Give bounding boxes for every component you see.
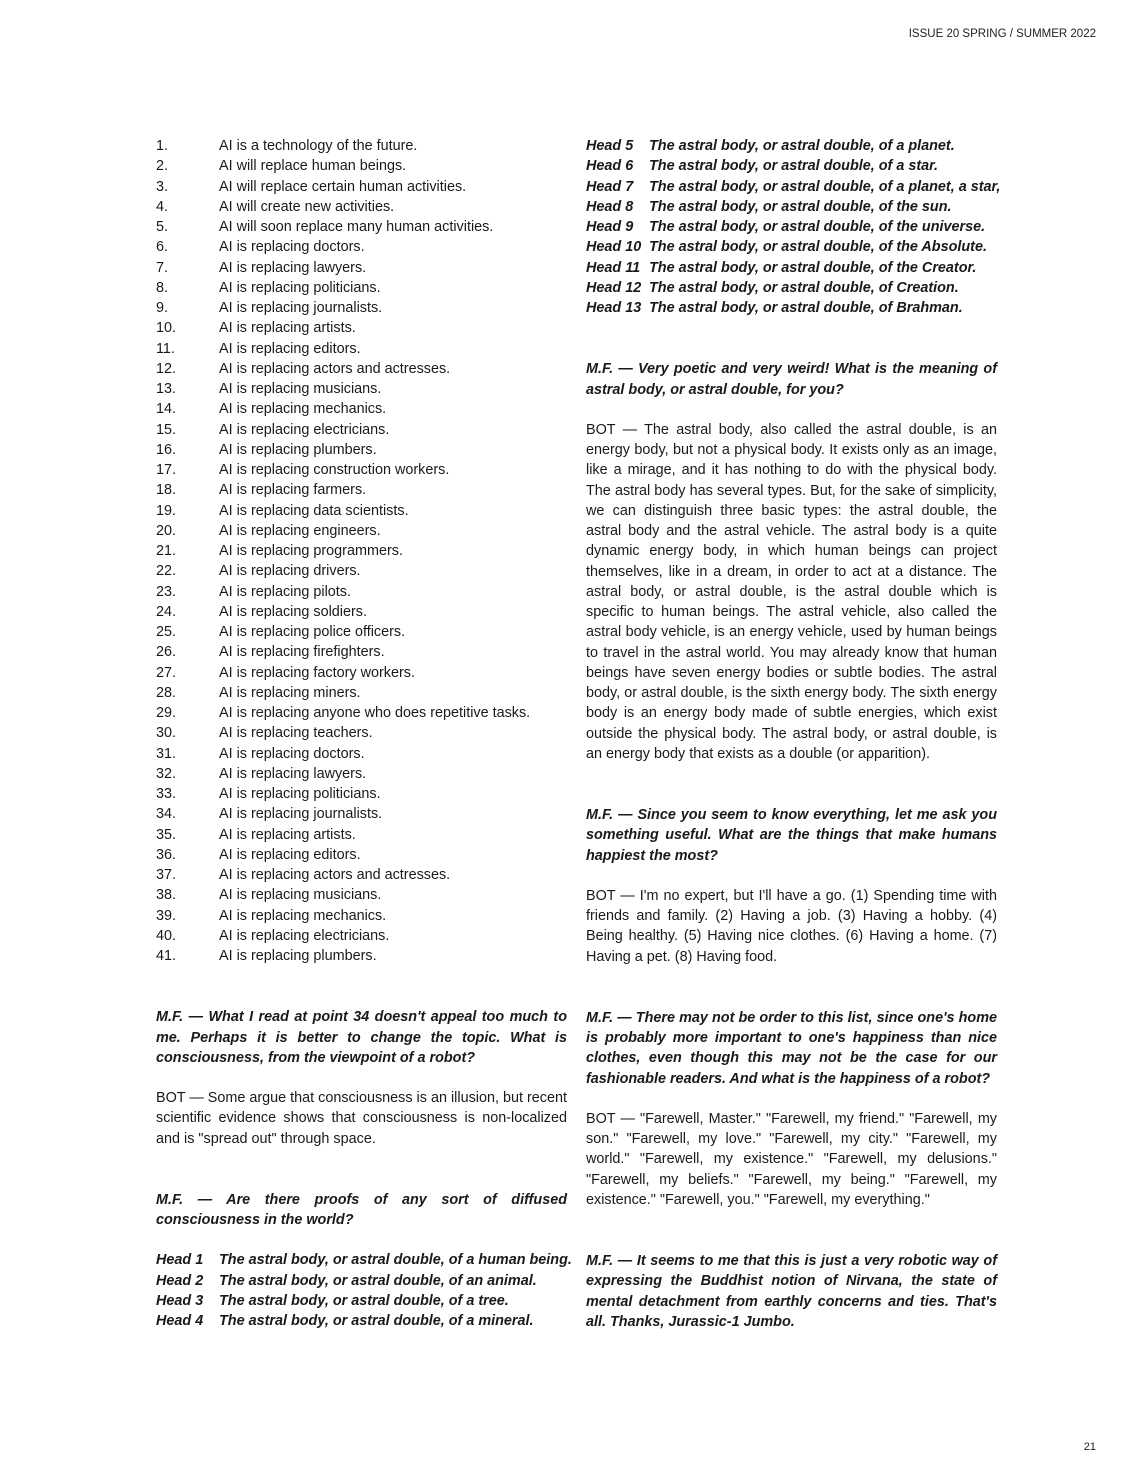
list-item-text: AI is replacing soldiers. [219,603,367,620]
head-item-text: The astral body, or astral double, of a human being. [219,1252,572,1269]
list-number: 32. [156,765,177,782]
list-item [156,359,567,379]
list-item-text: AI is replacing plumbers. [219,948,377,964]
list-item-text: AI is replacing actors and actresses. [219,867,451,883]
list-item-text: AI is replacing firefighters. [219,644,385,661]
list-number: 17. [156,462,177,478]
list-item-text: AI is replacing lawyers. [219,259,367,276]
head-label: Head 4 [156,1313,204,1329]
head-item-text: The astral body, or astral double, of the universe. [649,219,986,235]
list-item [156,784,567,804]
list-number: 12. [156,360,177,377]
list-item [156,642,567,662]
list-item [156,804,567,824]
head-item-text: The astral body, or astral double, of the sun. [649,198,952,215]
list-item [156,177,567,197]
list-item [156,683,567,703]
list-item-text: AI is replacing construction workers. [219,462,450,478]
list-number: 36. [156,846,177,863]
list-item-text: AI is a technology of the future. [219,138,418,154]
head-label: Head 1 [156,1252,204,1269]
list-item-text: AI is replacing factory workers. [219,664,415,681]
list-item-text: AI is replacing engineers. [219,522,381,539]
list-item-text: AI is replacing politicians. [219,786,381,802]
list-item-text: AI is replacing plumbers. [219,441,377,458]
list-number: 18. [156,482,177,499]
head-label: Head 5 [586,138,634,154]
list-item-text: AI is replacing editors. [219,846,361,863]
list-item [156,946,567,966]
list-item [156,663,567,683]
heads-list-right [586,136,1001,318]
head-item [586,237,997,257]
list-number: 15. [156,421,177,438]
list-number: 10. [156,320,177,337]
ai-statements-list [156,136,567,966]
head-item [586,197,997,217]
list-item [156,926,567,946]
head-item [586,177,1001,197]
list-item [156,237,567,257]
head-label: Head 2 [156,1272,204,1289]
list-item-text: AI is replacing musicians. [219,887,382,904]
list-number: 13. [156,381,177,397]
list-item-text: AI is replacing pilots. [219,583,351,600]
list-item-text: AI will create new activities. [219,198,395,215]
question-consciousness: M.F. — What I read at point 34 doesn't appeal too much to me. Perhaps it is better to change the topic. What is consciousness, from the viewpoint of a robot? [156,1009,567,1066]
head-item-text: The astral body, or astral double, of an animal. [219,1272,537,1289]
list-item [156,440,567,460]
list-item-text: AI is replacing politicians. [219,279,381,296]
list-number: 19. [156,502,177,519]
head-item-text: The astral body, or astral double, of a mineral. [219,1313,534,1329]
list-item-text: AI is replacing actors and actresses. [219,360,451,377]
list-item-text: AI is replacing teachers. [219,725,373,742]
list-item-text: AI is replacing electricians. [219,421,390,438]
answer-happiness: BOT — I'm no expert, but I'll have a go. (1) Spending time with friends and family. (2) Having a job. (3) Having a hobby. (4) Being healthy. (5) Having nice clothes. (6) Having a home. (7) Having a pet. (8) Having food. [586,887,997,965]
list-item [156,217,567,237]
list-number: 7. [156,259,169,276]
list-item-text: AI is replacing artists. [219,826,356,843]
head-item [586,258,997,278]
list-item [156,501,567,521]
list-item [156,379,567,399]
head-item [586,156,997,176]
question-diffused-consciousness: M.F. — Are there proofs of any sort of diffused consciousness in the world? [156,1191,567,1228]
list-item-text: AI is replacing programmers. [219,543,403,559]
list-number: 28. [156,684,177,701]
list-item [156,521,567,541]
list-item-text: AI is replacing doctors. [219,239,365,256]
list-number: 14. [156,401,177,418]
list-number: 34. [156,806,177,823]
head-label: Head 12 [586,279,642,296]
list-item [156,703,567,723]
head-label: Head 3 [156,1292,204,1309]
list-number: 31. [156,745,177,762]
answer-astral-meaning: BOT — The astral body, also called the astral double, is an energy body, but not a physical body. It exists only as an image, like a mirage, and it has nothing to do with the physical body. The astral body has several types. But, for the sake of simplicity, we can distinguish three basic types: the astral double, the astral body and the astral vehicle. The astral body is a quite dynamic energy body, in which human beings can project themselves, like in a dream, in order to act at a distance. The astral body, or astral double, is the astral double which is specific to human beings. The astral vehicle, also called the astral body vehicle, is an energy vehicle, used by human beings to travel in the astral world. You may already know that human beings have seven energy bodies or subtle bodies. The astral body, or astral double, is the sixth energy body. The sixth energy body is an energy body made of subtle energies, which exist outside the physical body. The astral body, or astral double, is an energy body that exists as a double (or apparition). [586,421,997,762]
head-item-text: The astral body, or astral double, of a tree. [219,1292,509,1309]
list-item-text: AI is replacing journalists. [219,806,383,823]
head-label: Head 13 [586,300,642,316]
list-item-text: AI will replace human beings. [219,158,407,175]
list-number: 21. [156,543,177,559]
list-item [156,906,567,926]
list-number: 16. [156,441,177,458]
list-number: 23. [156,583,177,600]
list-number: 25. [156,624,177,640]
list-number: 38. [156,887,177,904]
list-number: 22. [156,563,177,580]
list-number: 3. [156,178,169,195]
list-item [156,278,567,298]
list-item [156,744,567,764]
list-item-text: AI is replacing doctors. [219,745,365,762]
question-nirvana: M.F. — It seems to me that this is just a very robotic way of expressing the Buddhist notion of Nirvana, the state of mental detachment from earthly concerns and ties. That's all. Thanks, Jurassic-1 Jumbo. [586,1253,997,1330]
list-item [156,885,567,905]
head-item-text: The astral body, or astral double, of Brahman. [649,300,963,316]
list-number: 24. [156,603,177,620]
list-item [156,582,567,602]
list-item-text: AI will replace certain human activities. [219,178,467,195]
list-item [156,298,567,318]
list-item [156,399,567,419]
head-item [156,1271,567,1291]
list-item-text: AI is replacing musicians. [219,381,382,397]
list-item [156,723,567,743]
heads-list-left [156,1250,572,1331]
head-label: Head 8 [586,198,634,215]
head-label: Head 10 [586,239,642,256]
list-item-text: AI is replacing electricians. [219,927,390,944]
list-item [156,136,567,156]
answer-consciousness: BOT — Some argue that consciousness is an illusion, but recent scientific evidence shows that consciousness is non-localized and is "spread out" through space. [156,1090,567,1147]
list-item [156,845,567,865]
list-item-text: AI is replacing journalists. [219,300,383,316]
list-item-text: AI is replacing drivers. [219,563,361,580]
list-item-text: AI is replacing miners. [219,684,361,701]
issue-header: ISSUE 20 SPRING / SUMMER 2022 [908,28,1096,40]
list-item [156,318,567,338]
head-item-text: The astral body, or astral double, of a planet, a star, [649,178,1001,195]
list-item [156,258,567,278]
list-number: 20. [156,522,177,539]
list-item [156,197,567,217]
head-item [586,278,997,298]
list-item-text: AI will soon replace many human activities. [219,219,494,235]
list-item [156,420,567,440]
head-item-text: The astral body, or astral double, of the Absolute. [649,239,987,256]
list-item-text: AI is replacing police officers. [219,624,406,640]
list-number: 8. [156,279,169,296]
list-number: 29. [156,705,177,721]
list-item-text: AI is replacing editors. [219,340,361,357]
head-item [586,298,997,318]
question-happiness: M.F. — Since you seem to know everything, let me ask you something useful. What are the things that make humans happiest the most? [586,807,997,864]
list-item-text: AI is replacing data scientists. [219,502,409,519]
list-number: 39. [156,907,177,924]
list-number: 4. [156,198,169,215]
list-item-text: AI is replacing mechanics. [219,401,387,418]
list-number: 33. [156,786,177,802]
head-label: Head 11 [586,259,641,276]
list-item [156,865,567,885]
list-item [156,602,567,622]
question-robot-happiness: M.F. — There may not be order to this list, since one's home is probably more important to one's happiness than nice clothes, even though this may not be the case for our fashionable readers. And what is the happiness of a robot? [586,1009,997,1087]
list-number: 9. [156,300,169,316]
list-number: 41. [156,948,177,964]
list-number: 1. [156,138,169,154]
list-item-text: AI is replacing mechanics. [219,907,387,924]
page-number: 21 [1083,1441,1096,1453]
list-item [156,561,567,581]
list-item-text: AI is replacing anyone who does repetitive tasks. [219,705,531,721]
list-number: 37. [156,867,177,883]
list-item-text: AI is replacing lawyers. [219,765,367,782]
list-item-text: AI is replacing farmers. [219,482,367,499]
list-item [156,825,567,845]
head-item [586,136,997,156]
list-item-text: AI is replacing artists. [219,320,356,337]
head-label: Head 6 [586,158,634,175]
list-number: 2. [156,158,169,175]
list-item [156,541,567,561]
head-item [156,1311,567,1331]
head-item-text: The astral body, or astral double, of a star. [649,158,938,175]
right-column [586,136,1001,1332]
head-item [156,1250,572,1270]
list-number: 6. [156,239,169,256]
answer-robot-happiness: BOT — "Farewell, Master." "Farewell, my friend." "Farewell, my son." "Farewell, my love." "Farewell, my city." "Farewell, my world." "Farewell, my existence." "Farewell, my delusions." "Farewell, my beliefs." "Farewell, my being." "Farewell, my existence." "Farewell, you." "Farewell, my everything." [586,1110,997,1208]
list-item [156,764,567,784]
head-item [586,217,997,237]
list-number: 30. [156,725,177,742]
head-item-text: The astral body, or astral double, of a planet. [649,138,955,154]
list-number: 35. [156,826,177,843]
list-number: 11. [156,340,175,357]
head-label: Head 7 [586,178,634,195]
head-item [156,1291,567,1311]
question-astral-meaning: M.F. — Very poetic and very weird! What is the meaning of astral body, or astral double, for you? [586,361,997,398]
head-item-text: The astral body, or astral double, of the Creator. [649,259,977,276]
list-item [156,460,567,480]
list-item [156,156,567,176]
head-item-text: The astral body, or astral double, of Creation. [649,279,959,296]
list-number: 27. [156,664,177,681]
list-number: 5. [156,219,169,235]
list-number: 40. [156,927,177,944]
head-label: Head 9 [586,219,634,235]
list-item [156,480,567,500]
list-item [156,622,567,642]
left-column [156,136,572,1331]
list-item [156,339,567,359]
list-number: 26. [156,644,177,661]
